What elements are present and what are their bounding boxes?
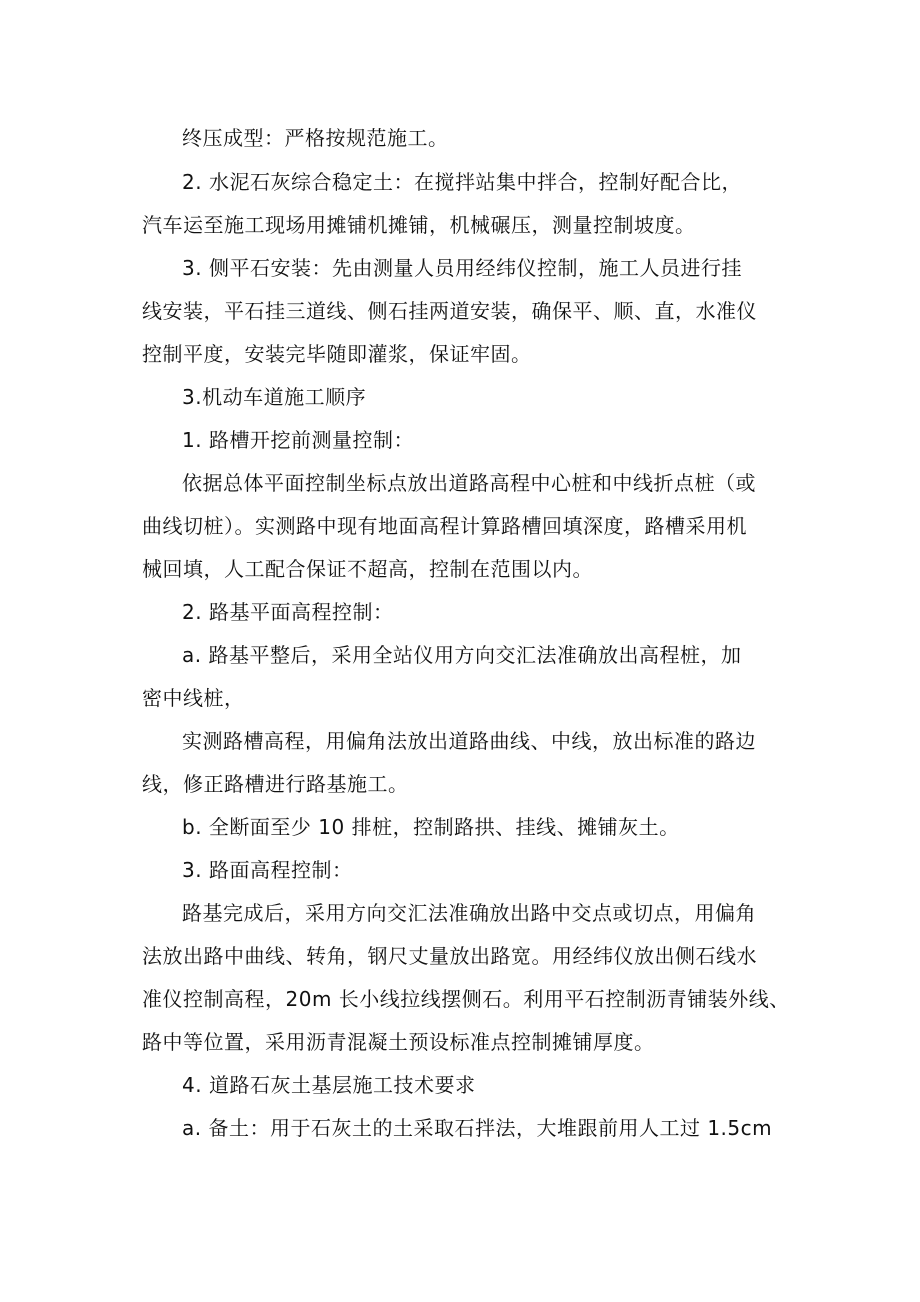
text-line: b. 全断面至少 10 排桩，控制路拱、挂线、摊铺灰土。 <box>182 815 680 839</box>
text-line: 1. 路槽开挖前测量控制： <box>182 428 414 452</box>
text-line: a. 路基平整后，采用全站仪用方向交汇法准确放出高程桩，加 <box>182 643 742 667</box>
text-line: 线安装，平石挂三道线、侧石挂两道安装，确保平、顺、直，水准仪 <box>142 299 757 323</box>
text-line: 线，修正路槽进行路基施工。 <box>142 772 409 796</box>
text-line: 依据总体平面控制坐标点放出道路高程中心桩和中线折点桩（或 <box>182 471 756 495</box>
text-line: 3. 侧平石安装：先由测量人员用经纬仪控制，施工人员进行挂 <box>182 256 742 280</box>
text-line: 械回填，人工配合保证不超高，控制在范围以内。 <box>142 557 593 581</box>
text-line: 4. 道路石灰土基层施工技术要求 <box>182 1073 476 1097</box>
text-line: 3. 路面高程控制： <box>182 858 353 882</box>
text-line: 2. 水泥石灰综合稳定土：在搅拌站集中拌合，控制好配合比， <box>182 170 742 194</box>
text-line: 实测路槽高程，用偏角法放出道路曲线、中线，放出标准的路边 <box>182 729 756 753</box>
text-line: 准仪控制高程，20m 长小线拉线摆侧石。利用平石控制沥青铺装外线、 <box>142 987 790 1011</box>
text-line: 路基完成后，采用方向交汇法准确放出路中交点或切点，用偏角 <box>182 901 756 925</box>
text-line: 路中等位置，采用沥青混凝土预设标准点控制摊铺厚度。 <box>142 1030 655 1054</box>
text-line: a. 备土：用于石灰土的土采取石拌法，大堆跟前用人工过 1.5cm <box>182 1116 773 1140</box>
text-line: 2. 路基平面高程控制： <box>182 600 394 624</box>
text-line: 曲线切桩）。实测路中现有地面高程计算路槽回填深度，路槽采用机 <box>142 514 747 538</box>
text-line: 密中线桩， <box>142 686 245 710</box>
section-heading: 3.机动车道施工顺序 <box>182 385 367 409</box>
text-line: 法放出路中曲线、转角，钢尺丈量放出路宽。用经纬仪放出侧石线水 <box>142 944 757 968</box>
text-line: 终压成型：严格按规范施工。 <box>182 126 449 150</box>
text-line: 汽车运至施工现场用摊铺机摊铺，机械碾压，测量控制坡度。 <box>142 213 696 237</box>
text-line: 控制平度，安装完毕随即灌浆，保证牢固。 <box>142 342 532 366</box>
